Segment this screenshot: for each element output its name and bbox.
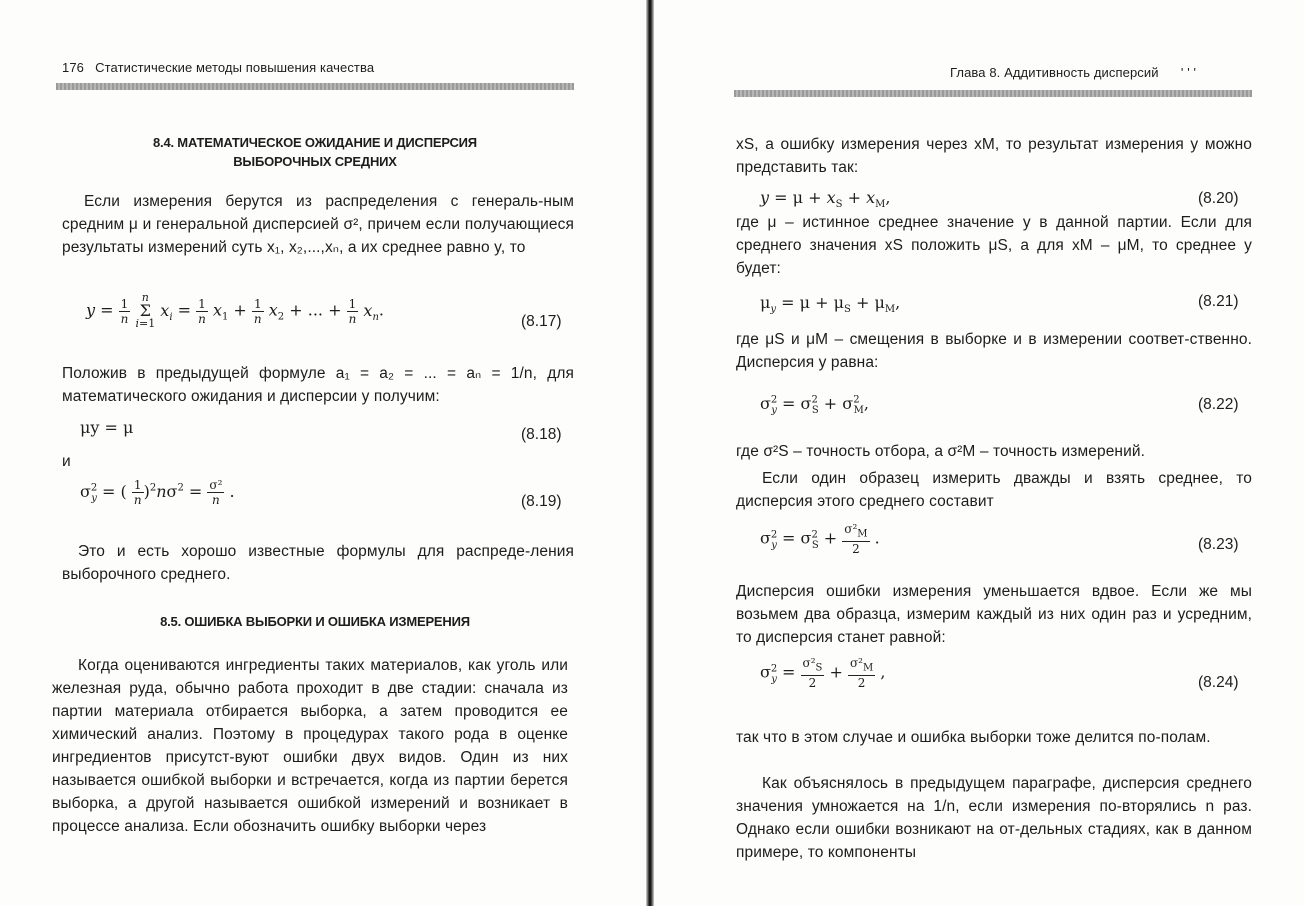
paragraph-3: где μS и μM – смещения в выборке и в измерении соответ-ственно. Дисперсия y равна: xyxy=(736,331,1252,371)
equation-number-8-19: (8.19) xyxy=(521,493,562,510)
section-8-5-heading: 8.5. ОШИБКА ВЫБОРКИ И ОШИБКА ИЗМЕРЕНИЯ xyxy=(160,614,470,629)
paragraph-7: так что в этом случае и ошибка выборки тоже делится по-полам. xyxy=(736,729,1211,746)
equation-number-8-24: (8.24) xyxy=(1198,674,1239,691)
equation-number-8-21: (8.21) xyxy=(1198,293,1239,310)
equation-number-8-22: (8.22) xyxy=(1198,396,1239,413)
right-running-head xyxy=(950,65,1196,80)
section-8-4-heading xyxy=(56,133,574,171)
paragraph-2: Положив в предыдущей формуле a₁ = a₂ = ... = aₙ = 1/n, для математического ожидания и дисперсии y получим: xyxy=(62,365,574,405)
conjunction-and: и xyxy=(62,453,71,470)
equation-number-8-18: (8.18) xyxy=(521,426,562,443)
paragraph-8: Как объяснялось в предыдущем параграфе, дисперсия среднего значения умножается на 1/n, если измерения по-вторялись n раз. Однако если ошибки возникают на от-дельных стадиях, как в данном примере, то компоненты xyxy=(736,775,1252,861)
running-head-title: Статистические методы повышения качества xyxy=(95,60,375,75)
header-rule xyxy=(56,83,574,90)
left-running-head xyxy=(62,60,374,75)
equation-number-8-20: (8.20) xyxy=(1198,190,1239,207)
equation-8-22: $\sigma^2_y = \sigma^2_S + \sigma^2_M$, xyxy=(760,394,869,417)
equation-8-18: μy = μ xyxy=(80,418,134,437)
header-rule xyxy=(734,90,1252,97)
book-spine-gutter xyxy=(646,0,654,906)
section-8-4-heading-line2: ВЫБОРОЧНЫХ СРЕДНИХ xyxy=(233,154,397,169)
running-head-title: Глава 8. Аддитивность дисперсий xyxy=(950,65,1159,80)
equation-8-21: $\mu_y = \mu + \mu_S + \mu_M$, xyxy=(760,293,901,316)
equation-8-17: y = $\frac{1}{n}$ n Σ i=1 $x_i$ = $\frac{1}{n}$ $x_1$ + $\frac{1}{n}$ $x_2$ + ... + $\frac{1}{n}$ $x_n$. xyxy=(86,291,384,330)
paragraph-4: где σ²S – точность отбора, а σ²M – точность измерений. xyxy=(736,443,1146,460)
paragraph-1: Если измерения берутся из распределения с генераль-ным средним μ и генеральной дисперсией σ², причем если получающиеся результаты измерений суть x₁, x₂,...,xₙ, а их среднее равно y, то xyxy=(62,193,574,256)
left-page xyxy=(0,0,646,906)
equation-8-19: $\sigma^2_y$ = ( $\frac{1}{n}$ )$^2n\sigma^2$ = $\frac{\text{σ²}}{n}$ . xyxy=(80,478,235,507)
equation-number-8-23: (8.23) xyxy=(1198,536,1239,553)
section-8-4-heading-line1: 8.4. МАТЕМАТИЧЕСКОЕ ОЖИДАНИЕ И ДИСПЕРСИЯ xyxy=(153,135,477,150)
equation-8-24: $\sigma^2_y$ = $\frac{\sigma^2_S}{2}$ + $\frac{\sigma^2_M}{2}$ , xyxy=(760,656,886,691)
paragraph-4: Когда оцениваются ингредиенты таких материалов, как уголь или железная руда, обычно работа проходит в две стадии: сначала из партии материала отбирается выборка, а затем проводится ее химический анализ. Поэтому в процедурах такого рода в оценке ингредиентов присутст-вуют ошибки двух видов. Один из них называется ошибкой выборки и встречается, когда из партии берется выборка, а другой называется ошибкой измерений и возникает в процессе анализа. Если обозначить ошибку выборки через xyxy=(52,657,568,835)
paragraph-5: Если один образец измерить дважды и взять среднее, то дисперсия этого среднего составит xyxy=(736,470,1252,510)
paragraph-6: Дисперсия ошибки измерения уменьшается вдвое. Если же мы возьмем два образца, измерим каждый из них один раз и усредним, то дисперсия станет равной: xyxy=(736,583,1252,646)
equation-8-20: $y = \mu + x_S + x_M$, xyxy=(760,188,891,211)
paragraph-3: Это и есть хорошо известные формулы для распреде-ления выборочного среднего. xyxy=(62,543,574,583)
right-page xyxy=(654,0,1304,906)
equation-8-23: $\sigma^2_y = \sigma^2_S$ + $\frac{\sigma^2_M}{2}$ . xyxy=(760,522,880,557)
paragraph-2: где μ – истинное среднее значение y в данной партии. Если для среднего значения xS положить μS, а для xM – μM, то среднее y будет: xyxy=(736,214,1252,277)
page-number: 176 xyxy=(62,60,84,75)
paragraph-1: xS, а ошибку измерения через xM, то результат измерения y можно представить так: xyxy=(736,136,1252,176)
equation-number-8-17: (8.17) xyxy=(521,313,562,330)
page-number-mark: ' ' ' xyxy=(1180,65,1197,80)
